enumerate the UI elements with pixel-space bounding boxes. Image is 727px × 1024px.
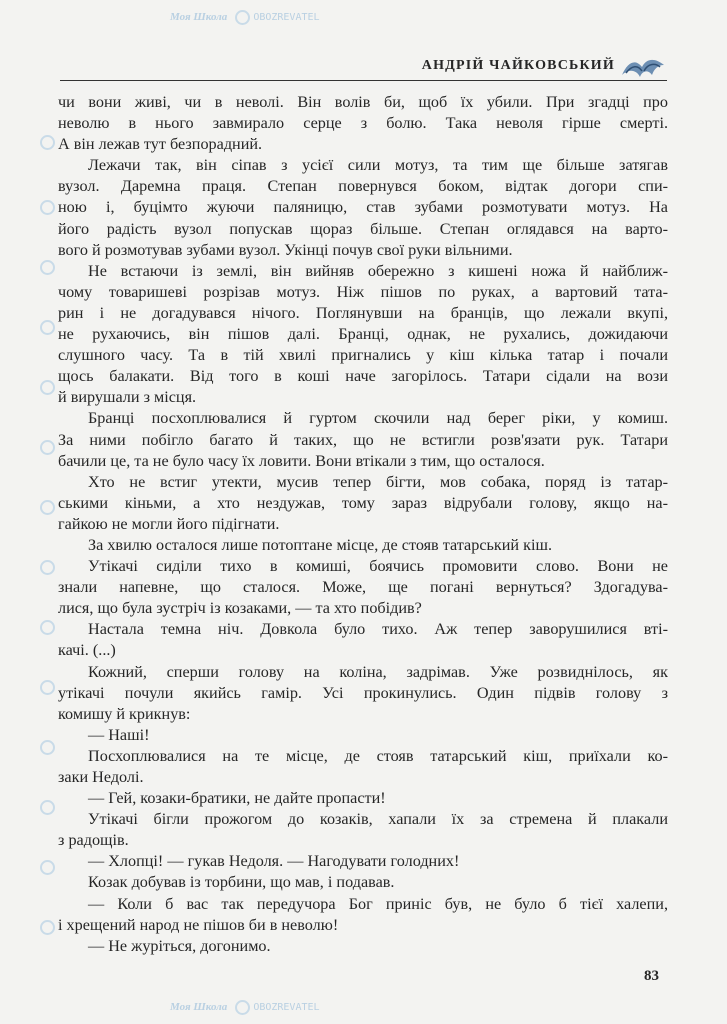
paragraph: [58, 619, 668, 661]
text-line: Бранці посхоплювалися й гуртом скочили над берег ріки, у комиш.: [88, 409, 668, 428]
paragraph: [58, 746, 668, 788]
text-line: чи вони живі, чи в неволі. Він волів би, щоб їх убили. При згадці про: [58, 93, 668, 111]
text-line: ною і, буцімто жуючи паляницю, став зубами розмотувати мотуз. На: [58, 198, 668, 217]
text-line: За хвилю осталося лише потоптане місце, де стояв татарський кіш.: [88, 535, 553, 554]
paragraph: [58, 92, 668, 155]
text-line: — Не журіться, догонимо.: [88, 936, 271, 955]
text-line: Посхоплювалися на те місце, де стояв татарський кіш, приїхали ко-: [88, 746, 668, 765]
text-line: і хрещений народ не пішов би в неволю!: [58, 915, 339, 934]
text-line: Хто не встиг утекти, мусив тепер бігти, мов собака, поряд із татар-: [88, 472, 668, 491]
paragraph: [58, 872, 668, 893]
watermark-logo-icon: [40, 440, 55, 455]
text-line: — Наші!: [88, 725, 150, 744]
paragraph: [58, 472, 668, 535]
watermark-school: Моя Школа: [170, 11, 228, 24]
text-line: вузол. Даремна праця. Степан повернувся боком, відтак догори спи-: [58, 177, 668, 196]
watermark-school: Моя Школа: [170, 1001, 228, 1014]
text-line: А він лежав тут безпорадний.: [58, 135, 263, 154]
paragraph: [58, 261, 668, 409]
text-line: Лежачи так, він сіпав з усієї сили мотуз, та тим ще більше затягав: [88, 156, 668, 175]
watermark-brand: OBOZREVATEL: [253, 12, 320, 24]
text-line: Не встаючи із землі, він вийняв обережно з кишені ножа й найближ-: [88, 261, 668, 280]
watermark-logo-icon: [235, 10, 250, 25]
text-line: з радощів.: [58, 831, 129, 850]
paragraph: [58, 662, 668, 725]
text-line: гайкою не могли його підігнати.: [58, 514, 280, 533]
paragraph: [58, 408, 668, 471]
watermark: [170, 1000, 320, 1015]
watermark-logo-icon: [40, 740, 55, 755]
paragraph: [58, 535, 668, 556]
watermark-logo-icon: [40, 320, 55, 335]
text-line: щось балакати. Від того в коші наче загорілось. Татари сідали на вози: [58, 367, 668, 386]
paragraph: [58, 851, 668, 872]
text-line: заки Недолі.: [58, 768, 144, 786]
watermark-logo-icon: [40, 500, 55, 515]
text-line: Утікачі сиділи тихо в комиші, боячись промовити слово. Вони не: [88, 557, 668, 576]
text-line: й вирушали з місця.: [58, 388, 197, 407]
watermark-logo-icon: [40, 560, 55, 575]
text-line: — Коли б вас так передучора Бог приніс був, не було б тієї халепи,: [88, 894, 668, 913]
text-line: комишу й крикнув:: [58, 704, 191, 723]
watermark-logo-icon: [40, 920, 55, 935]
text-line: Кожний, сперши голову на коліна, задрімав. Уже розвиднілось, як: [88, 662, 668, 681]
text-line: не рухаючись, він пішов далі. Бранці, однак, не рухались, дожидаючи: [58, 325, 668, 344]
text-line: неволю в нього завмирало серце з болю. Така неволя гірше смерті.: [58, 114, 668, 133]
page-number: 83: [644, 968, 659, 984]
text-line: лися, що була зустріч із козаками, — та хто побідив?: [58, 599, 422, 618]
paragraph: [58, 725, 668, 746]
text-line: утікачі почули якийсь гамір. Усі прокинулись. Один підвів голову з: [58, 683, 668, 702]
text-line: бачили це, та не було часу їх ловити. Вони втікали з тим, що осталося.: [58, 451, 545, 470]
watermark-logo-icon: [235, 1000, 250, 1015]
text-line: — Гей, козаки-братики, не дайте пропасти!: [88, 789, 386, 808]
watermark-logo-icon: [40, 135, 55, 150]
decorative-ornament-icon: [620, 55, 666, 81]
header-rule: [60, 80, 667, 81]
text-line: рин і не догадувався нічого. Поглянувши на бранців, що лежали вкупі,: [58, 303, 668, 322]
paragraph: [58, 788, 668, 809]
paragraph: [58, 155, 668, 260]
watermark-logo-icon: [40, 380, 55, 395]
paragraph: [58, 894, 668, 936]
paragraph: [58, 556, 668, 619]
text-line: вого й розмотував зубами вузол. Укінці почув свої руки вільними.: [58, 240, 513, 259]
body-text: [58, 92, 668, 957]
text-line: За ними побігло багато й таких, що не встигли розв'язати рук. Татари: [58, 430, 668, 449]
watermark-logo-icon: [40, 200, 55, 215]
paragraph: [58, 809, 668, 851]
text-line: знали напевне, що сталося. Може, ще погані вернуться? Здогадува-: [58, 578, 668, 597]
text-line: його радість вузол попускав щораз більше. Степан оглядався на варто-: [58, 219, 668, 238]
watermark-logo-icon: [40, 800, 55, 815]
text-line: чому товаришеві розрізав мотуз. Ніж пішов по руках, а вартовий тата-: [58, 282, 668, 301]
watermark-logo-icon: [40, 620, 55, 635]
text-line: — Хлопці! — гукав Недоля. — Нагодувати голодних!: [88, 852, 460, 871]
text-line: Настала темна ніч. Довкола було тихо. Аж тепер заворушилися вті-: [88, 620, 668, 639]
watermark: [170, 10, 320, 25]
text-line: качі. (...): [58, 641, 116, 660]
watermark-brand: OBOZREVATEL: [253, 1002, 320, 1014]
text-line: слушного часу. Та в тій хвилі пригнались у кіш кілька татар і почали: [58, 346, 668, 365]
text-line: Козак добував із торбини, що мав, і подавав.: [88, 873, 395, 892]
running-header-author: АНДРІЙ ЧАЙКОВСЬКИЙ: [421, 58, 615, 73]
paragraph: [58, 936, 668, 957]
watermark-logo-icon: [40, 680, 55, 695]
text-line: Утікачі бігли прожогом до козаків, хапали їх за стремена й плакали: [88, 810, 668, 829]
watermark-logo-icon: [40, 860, 55, 875]
watermark-logo-icon: [40, 260, 55, 275]
text-line: ськими кіньми, а хто нездужав, тому зараз відрубали голову, якщо на-: [58, 493, 668, 512]
